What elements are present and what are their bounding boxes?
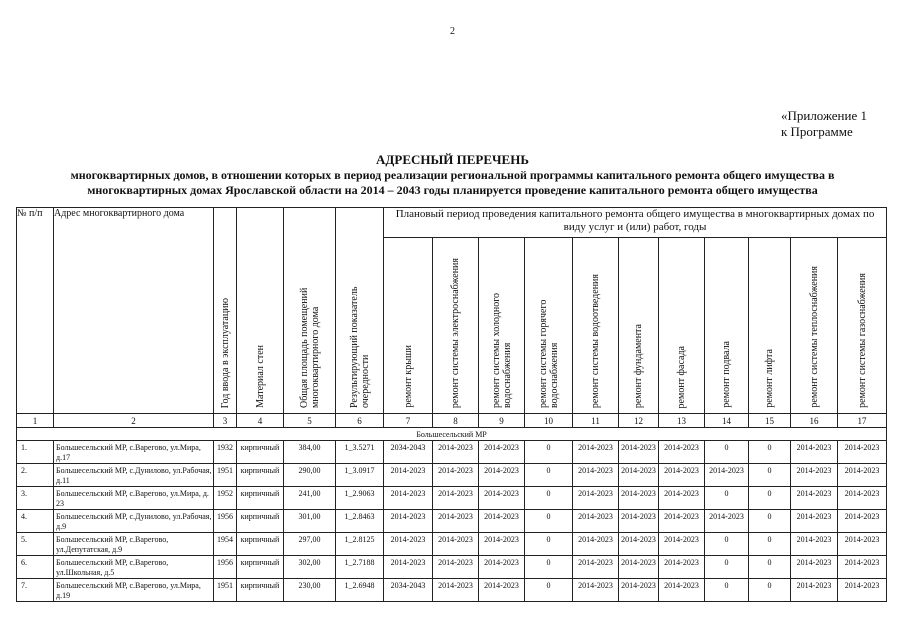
column-number: 2 <box>54 414 214 428</box>
row-material: кирпичный <box>237 533 284 556</box>
row-priority: 1_3.0917 <box>336 464 384 487</box>
column-number: 16 <box>791 414 838 428</box>
row-area: 301,00 <box>284 510 336 533</box>
header-work-2 <box>433 238 479 414</box>
row-work-period: 2014-2023 <box>659 579 705 602</box>
header-work-label: ремонт системы теплоснабжения <box>808 266 820 408</box>
row-number: 3. <box>17 487 54 510</box>
row-work-period: 2014-2023 <box>619 579 659 602</box>
row-work-period: 2014-2023 <box>838 579 887 602</box>
header-work-label: ремонт системы электроснабжения <box>450 257 461 408</box>
row-work-period: 2014-2023 <box>619 510 659 533</box>
row-work-period: 0 <box>525 510 573 533</box>
header-address: Адрес многоквартирного дома <box>54 208 214 414</box>
row-work-period: 2014-2023 <box>479 441 525 464</box>
row-work-period: 0 <box>525 441 573 464</box>
row-work-period: 2014-2023 <box>619 441 659 464</box>
row-material: кирпичный <box>237 487 284 510</box>
row-area: 230,00 <box>284 579 336 602</box>
row-work-period: 0 <box>705 487 749 510</box>
table-row <box>17 464 887 487</box>
row-work-period: 2014-2023 <box>705 510 749 533</box>
row-work-period: 2014-2023 <box>838 487 887 510</box>
row-work-period: 2014-2023 <box>659 487 705 510</box>
row-priority: 1_2.9063 <box>336 487 384 510</box>
row-area: 302,00 <box>284 556 336 579</box>
document-title: АДРЕСНЫЙ ПЕРЕЧЕНЬ <box>376 152 529 167</box>
row-work-period: 0 <box>705 579 749 602</box>
header-work-label: ремонт системы горячего водоснабжения <box>537 299 560 408</box>
row-work-period: 2014-2023 <box>433 487 479 510</box>
table-row <box>17 441 887 464</box>
row-work-period: 2014-2023 <box>791 487 838 510</box>
row-work-period: 2014-2023 <box>479 579 525 602</box>
row-work-period: 0 <box>525 533 573 556</box>
header-work-label: ремонт фундамента <box>633 323 644 408</box>
row-work-period: 0 <box>705 556 749 579</box>
row-year: 1951 <box>214 464 237 487</box>
row-material: кирпичный <box>237 579 284 602</box>
row-material: кирпичный <box>237 556 284 579</box>
row-year: 1956 <box>214 556 237 579</box>
row-work-period: 2014-2023 <box>433 510 479 533</box>
column-number: 10 <box>525 414 573 428</box>
row-priority: 1_3.5271 <box>336 441 384 464</box>
header-work-9 <box>749 238 791 414</box>
row-material: кирпичный <box>237 464 284 487</box>
row-work-period: 2014-2023 <box>479 487 525 510</box>
row-work-period: 2034-2043 <box>384 441 433 464</box>
row-work-period: 2014-2023 <box>659 533 705 556</box>
header-area <box>284 208 336 414</box>
row-work-period: 2014-2023 <box>479 510 525 533</box>
row-priority: 1_2.8125 <box>336 533 384 556</box>
row-work-period: 2034-2043 <box>384 579 433 602</box>
header-work-10 <box>791 238 838 414</box>
row-work-period: 2014-2023 <box>838 510 887 533</box>
row-work-period: 2014-2023 <box>479 556 525 579</box>
header-priority-label: Результирующий показатель очередности <box>348 286 371 408</box>
row-work-period: 2014-2023 <box>479 464 525 487</box>
row-work-period: 2014-2023 <box>619 487 659 510</box>
column-number: 15 <box>749 414 791 428</box>
row-area: 297,00 <box>284 533 336 556</box>
row-work-period: 2014-2023 <box>573 441 619 464</box>
row-work-period: 2014-2023 <box>791 441 838 464</box>
row-work-period: 0 <box>705 533 749 556</box>
row-year: 1932 <box>214 441 237 464</box>
row-material: кирпичный <box>237 441 284 464</box>
address-list-table <box>16 207 887 602</box>
row-work-period: 2014-2023 <box>573 533 619 556</box>
row-priority: 1_2.6948 <box>336 579 384 602</box>
column-number: 1 <box>17 414 54 428</box>
row-year: 1951 <box>214 579 237 602</box>
row-work-period: 2014-2023 <box>573 579 619 602</box>
row-work-period: 2014-2023 <box>384 533 433 556</box>
header-area-label: Общая площадь помещений многоквартирного дома <box>298 287 321 408</box>
column-number: 13 <box>659 414 705 428</box>
header-work-label: ремонт системы холодного водоснабжения <box>490 292 513 408</box>
row-work-period: 2014-2023 <box>573 556 619 579</box>
row-area: 290,00 <box>284 464 336 487</box>
row-work-period: 2014-2023 <box>619 464 659 487</box>
header-work-1 <box>384 238 433 414</box>
row-priority: 1_2.8463 <box>336 510 384 533</box>
row-work-period: 2014-2023 <box>791 579 838 602</box>
row-work-period: 0 <box>749 533 791 556</box>
row-area: 241,00 <box>284 487 336 510</box>
header-work-label: ремонт крыши <box>402 345 414 408</box>
column-number: 8 <box>433 414 479 428</box>
column-number: 3 <box>214 414 237 428</box>
row-work-period: 2014-2023 <box>791 510 838 533</box>
row-work-period: 2014-2023 <box>384 556 433 579</box>
column-number: 7 <box>384 414 433 428</box>
column-number: 4 <box>237 414 284 428</box>
header-material <box>237 208 284 414</box>
row-work-period: 2014-2023 <box>838 533 887 556</box>
column-number: 12 <box>619 414 659 428</box>
header-plan-period: Плановый период проведения капитального ремонта общего имущества в многоквартирных домах по виду услуг и (или) работ, годы <box>384 208 887 238</box>
row-work-period: 2014-2023 <box>619 556 659 579</box>
row-address: Большесельский МР, с.Варегово, ул.Депутатская, д.9 <box>54 533 214 556</box>
row-number: 4. <box>17 510 54 533</box>
row-work-period: 0 <box>749 464 791 487</box>
row-work-period: 2014-2023 <box>433 579 479 602</box>
row-address: Большесельский МР, с.Дунилово, ул.Рабочая, д.11 <box>54 464 214 487</box>
row-work-period: 2014-2023 <box>433 464 479 487</box>
row-work-period: 0 <box>749 556 791 579</box>
row-work-period: 2014-2023 <box>573 487 619 510</box>
row-work-period: 2014-2023 <box>433 533 479 556</box>
row-number: 7. <box>17 579 54 602</box>
document-subtitle: многоквартирных домов, в отношении которых в период реализации региональной программы капитального ремонта общего имущества в многоквартирных домах Ярославской области на 2014 – 2043 годы планируется проведение капитального ремонта общего имущества <box>70 168 835 197</box>
row-address: Большесельский МР, с.Варегово, ул.Мира, д. 23 <box>54 487 214 510</box>
row-work-period: 2014-2023 <box>433 556 479 579</box>
column-number: 11 <box>573 414 619 428</box>
row-address: Большесельский МР, с.Варегово, ул.Мира, д.17 <box>54 441 214 464</box>
row-address: Большесельский МР, с.Варегово, ул.Мира, д.19 <box>54 579 214 602</box>
row-work-period: 2014-2023 <box>384 510 433 533</box>
row-work-period: 2014-2023 <box>479 533 525 556</box>
row-year: 1952 <box>214 487 237 510</box>
row-work-period: 2014-2023 <box>705 464 749 487</box>
column-number: 6 <box>336 414 384 428</box>
row-work-period: 2014-2023 <box>791 464 838 487</box>
table-row <box>17 533 887 556</box>
table-row <box>17 487 887 510</box>
row-address: Большесельский МР, с.Дунилово, ул.Рабочая, д.9 <box>54 510 214 533</box>
row-work-period: 2014-2023 <box>573 510 619 533</box>
row-priority: 1_2.7188 <box>336 556 384 579</box>
row-work-period: 2014-2023 <box>659 556 705 579</box>
row-address: Большесельский МР, с.Варегово, ул.Школьная, д.5 <box>54 556 214 579</box>
row-work-period: 2014-2023 <box>791 556 838 579</box>
header-priority <box>336 208 384 414</box>
row-work-period: 2014-2023 <box>838 441 887 464</box>
appendix-note <box>781 108 867 140</box>
row-work-period: 0 <box>749 487 791 510</box>
appendix-line-2: к Программе <box>780 124 853 139</box>
column-number: 5 <box>284 414 336 428</box>
header-work-6 <box>619 238 659 414</box>
row-number: 6. <box>17 556 54 579</box>
row-work-period: 0 <box>749 579 791 602</box>
header-year-label: Год ввода в эксплуатацию <box>219 297 231 408</box>
row-work-period: 2014-2023 <box>659 464 705 487</box>
row-work-period: 0 <box>525 487 573 510</box>
row-work-period: 2014-2023 <box>659 510 705 533</box>
header-material-label: Материал стен <box>254 345 266 408</box>
column-number: 9 <box>479 414 525 428</box>
header-work-7 <box>659 238 705 414</box>
row-material: кирпичный <box>237 510 284 533</box>
row-number: 2. <box>17 464 54 487</box>
row-work-period: 2014-2023 <box>433 441 479 464</box>
row-number: 1. <box>17 441 54 464</box>
row-work-period: 0 <box>705 441 749 464</box>
column-number: 17 <box>838 414 887 428</box>
row-work-period: 2014-2023 <box>838 464 887 487</box>
header-work-11 <box>838 238 887 414</box>
row-work-period: 0 <box>525 579 573 602</box>
header-work-4 <box>525 238 573 414</box>
header-work-label: ремонт системы водоотведения <box>590 273 601 408</box>
row-work-period: 0 <box>525 464 573 487</box>
row-work-period: 0 <box>749 441 791 464</box>
header-work-label: ремонт системы газоснабжения <box>856 273 868 408</box>
header-num: № п/п <box>17 208 54 414</box>
table-row <box>17 510 887 533</box>
header-work-label: ремонт фасада <box>676 345 687 408</box>
header-work-label: ремонт лифта <box>764 349 775 408</box>
row-work-period: 2014-2023 <box>384 464 433 487</box>
row-work-period: 2014-2023 <box>838 556 887 579</box>
row-work-period: 2014-2023 <box>659 441 705 464</box>
row-work-period: 2014-2023 <box>384 487 433 510</box>
header-work-5 <box>573 238 619 414</box>
table-row <box>17 579 887 602</box>
row-work-period: 2014-2023 <box>619 533 659 556</box>
row-number: 5. <box>17 533 54 556</box>
column-number: 14 <box>705 414 749 428</box>
page-number: 2 <box>450 26 455 37</box>
row-year: 1956 <box>214 510 237 533</box>
row-area: 384,00 <box>284 441 336 464</box>
appendix-line-1: «Приложение 1 <box>780 108 867 123</box>
header-work-3 <box>479 238 525 414</box>
row-work-period: 0 <box>749 510 791 533</box>
row-work-period: 2014-2023 <box>791 533 838 556</box>
row-work-period: 0 <box>525 556 573 579</box>
table-row <box>17 556 887 579</box>
region-row: Большесельский МР <box>17 428 887 441</box>
row-year: 1954 <box>214 533 237 556</box>
header-work-8 <box>705 238 749 414</box>
header-work-label: ремонт подвала <box>721 341 732 408</box>
header-year <box>214 208 237 414</box>
row-work-period: 2014-2023 <box>573 464 619 487</box>
